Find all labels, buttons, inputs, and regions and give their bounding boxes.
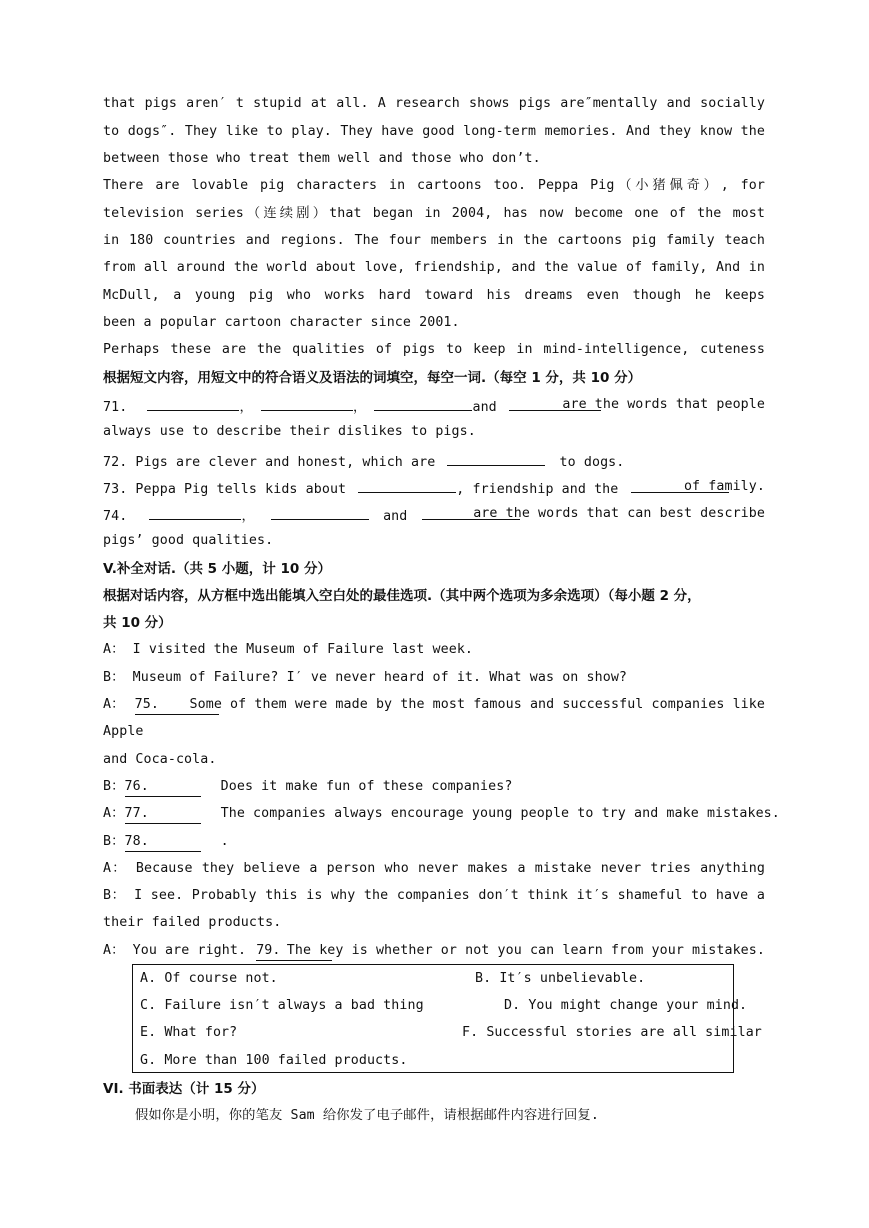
passage-line: There are lovable pig characters in cartoons too. Peppa Pig（小猪佩奇）, for <box>103 178 765 193</box>
speaker-label: A： <box>103 697 125 712</box>
answer-blank[interactable] <box>374 396 472 411</box>
passage-line: in 180 countries and regions. The four members in the cartoons pig family teach <box>103 233 765 248</box>
dialogue-text: The key is whether or not you can learn from your mistakes. <box>286 943 765 958</box>
question-text: 73. Peppa Pig tells kids about <box>103 482 347 497</box>
question-72 <box>103 451 765 469</box>
question-text: , friendship and the <box>456 482 619 497</box>
speaker-label: B： <box>103 779 125 794</box>
connector-text: and <box>472 400 497 415</box>
dialogue-line <box>103 833 765 851</box>
dialogue-text: A： You are right. <box>103 943 247 958</box>
option-b: B. It′s unbelievable. <box>475 971 646 986</box>
question-number: 74. <box>103 509 128 524</box>
answer-blank-76[interactable]: 76. <box>125 778 201 797</box>
connector-text: and <box>383 509 408 524</box>
passage-line: been a popular cartoon character since 2001. <box>103 315 460 330</box>
dialogue-line: B： Museum of Failure? I′ ve never heard of it. What was on show? <box>103 670 628 685</box>
dialogue-text: Some of them were made by the most famous and successful companies like <box>189 697 765 712</box>
answer-blank[interactable] <box>358 478 456 493</box>
question-number: 71. <box>103 400 128 415</box>
dialogue-line: and Coca-cola. <box>103 752 217 767</box>
dialogue-line <box>103 942 765 960</box>
answer-blank-77[interactable]: 77. <box>125 805 201 824</box>
dialogue-line: B： I see. Probably this is why the companies don′t think it′s shameful to have a <box>103 888 765 903</box>
fill-blank-instruction: 根据短文内容，用短文中的符合语义及语法的词填空，每空一词.（每空 1 分，共 10 分） <box>103 370 642 386</box>
passage-line: that pigs aren′ t stupid at all. A research shows pigs are″mentally and socially <box>103 96 765 111</box>
option-d: D. You might change your mind. <box>504 998 748 1013</box>
question-text: are the words that people <box>562 397 765 412</box>
question-text: of family. <box>683 479 765 494</box>
dialogue-line: Apple <box>103 724 144 739</box>
dialogue-line: their failed products. <box>103 915 282 930</box>
speaker-label: B： <box>103 834 125 849</box>
dialogue-text: . <box>220 834 229 849</box>
dialogue-text: Does it make fun of these companies? <box>220 779 513 794</box>
answer-blank-75[interactable]: 75. <box>135 696 219 715</box>
passage-line: between those who treat them well and those who don’t. <box>103 151 541 166</box>
answer-blank-78[interactable]: 78. <box>125 833 201 852</box>
passage-line: to dogs″. They like to play. They have good long-term memories. And they know the <box>103 124 765 139</box>
dialogue-line: A： Because they believe a person who never makes a mistake never tries anything <box>103 861 765 876</box>
speaker-label: A： <box>103 806 125 821</box>
question-74-line2: pigs’ good qualities. <box>103 533 274 548</box>
answer-blank-79[interactable]: 79. <box>256 942 332 961</box>
question-73 <box>103 478 765 496</box>
dialogue-instruction: 共 10 分） <box>103 615 172 631</box>
passage-line: McDull, a young pig who works hard toward his dreams even though he keeps <box>103 288 765 303</box>
section-heading: V.补全对话.（共 5 小题，计 10 分） <box>103 561 331 577</box>
question-74: 74. ， and are the words that can best describe <box>103 506 765 524</box>
answer-blank[interactable] <box>271 505 369 520</box>
answer-blank[interactable] <box>261 396 353 411</box>
question-71-line2: always use to describe their dislikes to pigs. <box>103 424 476 439</box>
option-g: G. More than 100 failed products. <box>140 1053 408 1068</box>
answer-blank[interactable] <box>147 396 239 411</box>
options-box <box>132 964 762 1073</box>
option-e: E. What for? <box>140 1025 238 1040</box>
option-a: A. Of course not. <box>140 971 278 986</box>
question-text: to dogs. <box>559 455 625 470</box>
writing-prompt: 假如你是小明，你的笔友 Sam 给你发了电子邮件，请根据邮件内容进行回复. <box>135 1108 599 1123</box>
question-text: are the words that can best describe <box>473 506 765 521</box>
question-71: 71. ， ， and are the words that people <box>103 397 765 415</box>
passage-line: television series（连续剧）that began in 2004, has now become one of the most <box>103 206 765 221</box>
passage-line: Perhaps these are the qualities of pigs to keep in mind-intelligence, cuteness <box>103 342 765 357</box>
passage-line: from all around the world about love, friendship, and the value of family, And in <box>103 260 765 275</box>
dialogue-line <box>103 778 765 796</box>
answer-blank[interactable] <box>447 451 545 466</box>
dialogue-line <box>103 696 765 714</box>
question-text: 72. Pigs are clever and honest, which are <box>103 455 436 470</box>
option-c: C. Failure isn′t always a bad thing <box>140 998 424 1013</box>
dialogue-line: A： I visited the Museum of Failure last week. <box>103 642 474 657</box>
dialogue-line <box>103 805 780 823</box>
dialogue-text: The companies always encourage young people to try and make mistakes. <box>220 806 780 821</box>
dialogue-instruction: 根据对话内容，从方框中选出能填入空白处的最佳选项.（其中两个选项为多余选项）（每小题 2 分， <box>103 588 701 604</box>
section-heading: VI. 书面表达（计 15 分） <box>103 1081 265 1097</box>
answer-blank[interactable] <box>149 505 241 520</box>
option-f: F. Successful stories are all similar <box>462 1025 762 1040</box>
